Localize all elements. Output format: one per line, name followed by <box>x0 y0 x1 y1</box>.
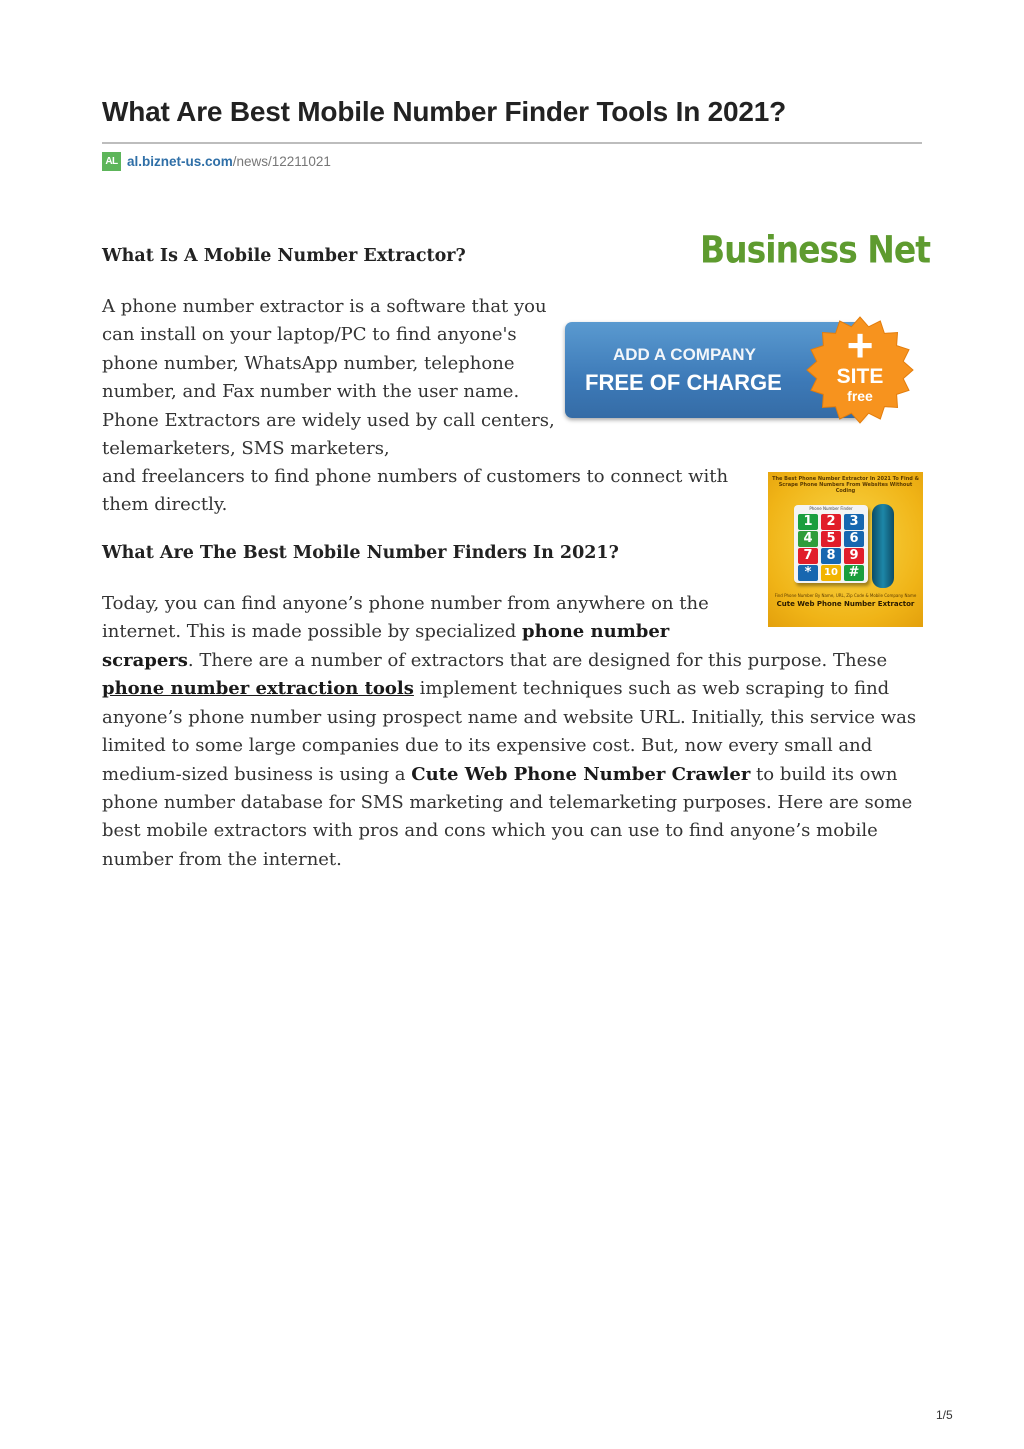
business-net-logo[interactable]: Business Net <box>700 228 931 272</box>
page-number: 1/5 <box>936 1408 953 1422</box>
source-path: /news/12211021 <box>232 153 331 169</box>
phone-extractor-thumbnail[interactable] <box>768 472 923 627</box>
banner-line2: FREE OF CHARGE <box>585 370 782 395</box>
section-heading-extractor: What Is A Mobile Number Extractor? <box>102 246 466 266</box>
keypad-key: 9 <box>844 548 864 564</box>
source-line <box>102 150 331 172</box>
keypad-key: 8 <box>821 548 841 564</box>
keypad-label: Phone Number Finder <box>809 506 853 511</box>
keypad-key: 5 <box>821 531 841 547</box>
phone-handset-icon <box>872 504 894 588</box>
text-run-3: implement techniques such as web scraping to find anyone’s phone number using prospect name and website URL. Initially, this service was limited to some large companies due to its expensive cost. But, now every small and medium-sized business is using a <box>102 678 917 785</box>
keypad-key: 4 <box>798 531 818 547</box>
keypad-key: 1 <box>798 514 818 530</box>
source-domain: al.biznet-us.com <box>127 153 233 169</box>
site-favicon-icon: AL <box>102 152 121 171</box>
thumbnail-keypad <box>794 505 868 583</box>
keypad-key: 3 <box>844 514 864 530</box>
keypad-key: 6 <box>844 531 864 547</box>
source-link[interactable] <box>127 154 331 169</box>
badge-free-label: free <box>847 388 873 404</box>
banner-line1: ADD A COMPANY <box>613 345 756 364</box>
thumbnail-sub-text: Find Phone Number By Name, URL, Zip Code & Mobile Company Name <box>774 593 917 598</box>
section-heading-best-finders: What Are The Best Mobile Number Finders In 2021? <box>102 543 619 563</box>
paragraph-extractor-part1: A phone number extractor is a software that you can install on your laptop/PC to find anyone's phone number, WhatsApp number, telephone number, and Fax number with the user name. Phone Extractors are widely used by call centers, telemarketers, SMS marketers, <box>102 296 555 460</box>
paragraph-best-finders-part2 <box>102 647 932 874</box>
page-title: What Are Best Mobile Number Finder Tools In 2021? <box>102 96 787 127</box>
thumbnail-top-text: The Best Phone Number Extractor In 2021 To Find & Scrape Phone Numbers From Websites Without Coding <box>772 476 919 494</box>
text-run-4: to build its own phone number database for SMS marketing and telemarketing purposes. Here are some best mobile extractors with pros and cons which you can use to find anyone’s mobile number from the internet. <box>102 763 913 870</box>
bold-scrapers: scrapers <box>102 650 188 671</box>
keypad-key: 7 <box>798 548 818 564</box>
badge-plus-icon: + <box>846 319 874 371</box>
extraction-tools-link[interactable]: phone number extraction tools <box>102 678 414 700</box>
bold-phone-number: phone number <box>522 621 670 643</box>
keypad-key: 2 <box>821 514 841 530</box>
keypad-key: # <box>844 565 864 581</box>
keypad-key: * <box>798 565 818 581</box>
paragraph-best-finders-part1 <box>102 590 742 647</box>
keypad-key: 10 <box>821 565 841 581</box>
title-divider <box>102 142 922 144</box>
bold-crawler: Cute Web Phone Number Crawler <box>411 763 751 785</box>
text-run-1: Today, you can find anyone’s phone number from anywhere on the internet. This is made possible by specialized <box>102 593 709 643</box>
paragraph-extractor-part2: and freelancers to find phone numbers of customers to connect with them directly. <box>102 466 729 516</box>
text-run-2: . There are a number of extractors that are designed for this purpose. These <box>187 650 888 671</box>
thumbnail-bottom-text: Cute Web Phone Number Extractor <box>776 600 915 608</box>
badge-site-label: SITE <box>836 365 884 388</box>
